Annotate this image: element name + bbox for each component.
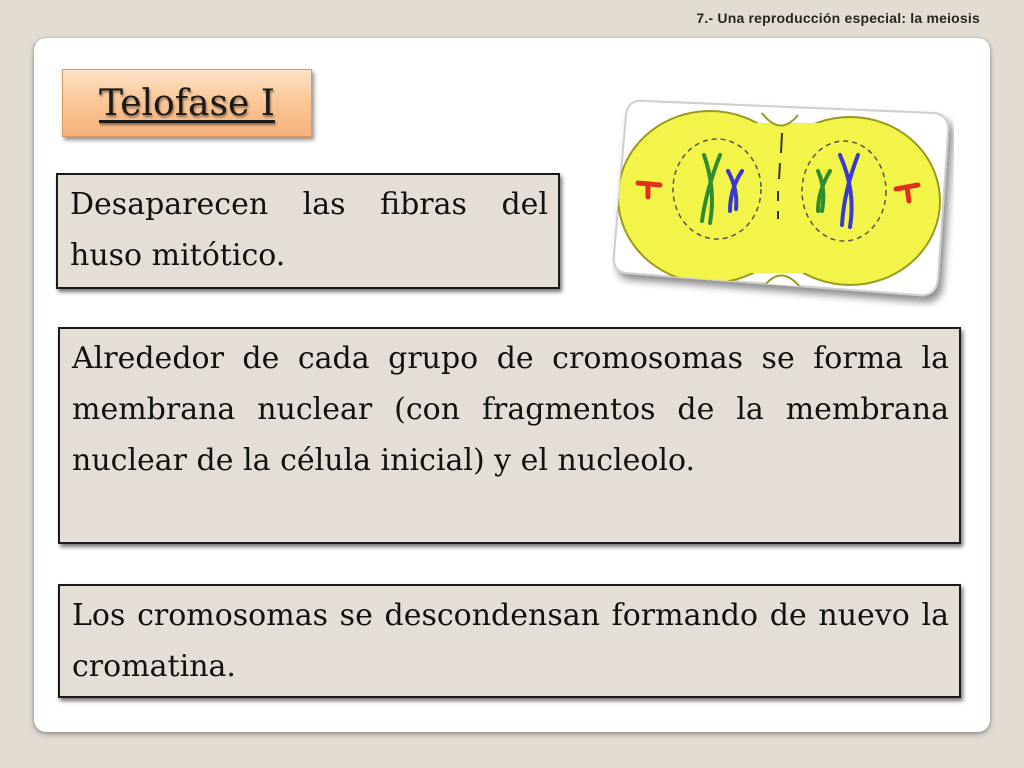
- slide-title: Telofase I: [99, 82, 275, 124]
- text-box-chromatin: Los cromosomas se descondensan formando de nuevo la cromatina.: [58, 584, 961, 698]
- title-box: [62, 69, 312, 137]
- telophase-cell-illustration: [612, 93, 954, 307]
- text-box-spindle: Desaparecen las fibras del huso mitótico.: [56, 173, 560, 289]
- slide-header: 7.- Una reproducción especial: la meiosis: [696, 10, 980, 26]
- text-box-nuclear-membrane: Alrededor de cada grupo de cromosomas se forma la membrana nuclear (con fragmentos de la membrana nuclear de la célula inicial) y el nucleolo.: [58, 327, 961, 544]
